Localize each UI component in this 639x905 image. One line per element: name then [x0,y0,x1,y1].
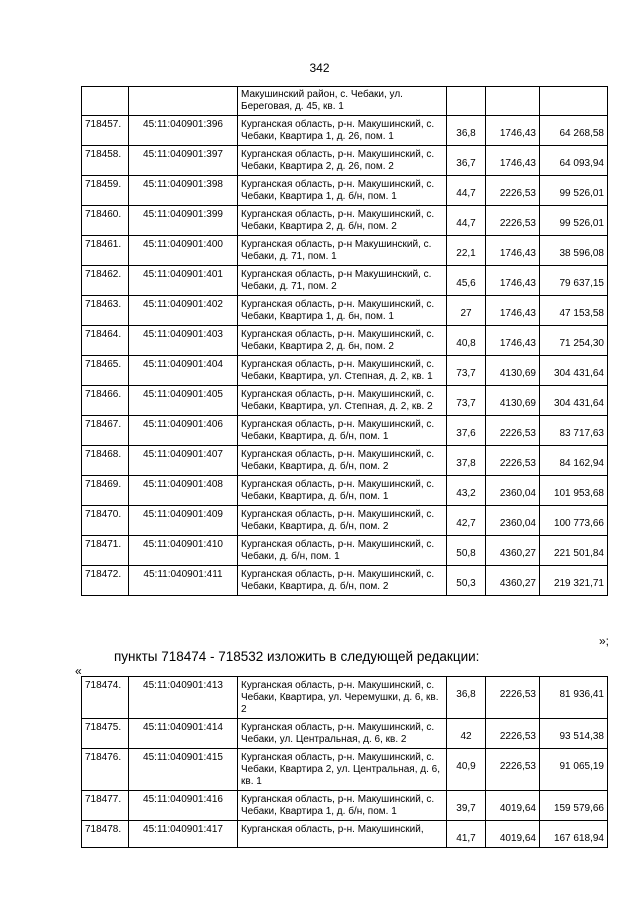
row-number: 718470. [82,506,129,536]
cadastral-number: 45:11:040901:404 [129,356,238,386]
value: 84 162,94 [540,446,608,476]
amendment-instruction: пункты 718474 - 718532 изложить в следующей редакции: [114,649,480,664]
cadastral-number: 45:11:040901:406 [129,416,238,446]
value: 99 526,01 [540,176,608,206]
address: Курганская область, р-н. Макушинский, [238,821,447,848]
row-number: 718463. [82,296,129,326]
table-row-continuation [82,87,608,116]
row-number: 718457. [82,116,129,146]
table-row [82,296,608,326]
rate: 1746,43 [486,296,540,326]
rate: 2226,53 [486,206,540,236]
row-number: 718475. [82,719,129,749]
row-number: 718460. [82,206,129,236]
area: 36,7 [447,146,486,176]
area: 22,1 [447,236,486,266]
area [447,87,486,116]
value: 64 093,94 [540,146,608,176]
rate: 2226,53 [486,176,540,206]
table-row [82,476,608,506]
rate: 1746,43 [486,236,540,266]
table-row [82,506,608,536]
rate: 4130,69 [486,356,540,386]
value: 38 596,08 [540,236,608,266]
rate: 4360,27 [486,536,540,566]
row-number: 718476. [82,749,129,791]
area: 36,8 [447,677,486,719]
cadastral-number: 45:11:040901:415 [129,749,238,791]
value: 47 153,58 [540,296,608,326]
cadastral-number: 45:11:040901:407 [129,446,238,476]
address: Курганская область, р-н. Макушинский, с. Чебаки, д. б/н, пом. 1 [238,536,447,566]
table-row [82,146,608,176]
rate: 2226,53 [486,677,540,719]
address: Курганская область, р-н. Макушинский, с. Чебаки, Квартира 2, ул. Центральная, д. 6, кв. 1 [238,749,447,791]
value: 99 526,01 [540,206,608,236]
table-row [82,116,608,146]
address: Курганская область, р-н. Макушинский, с. Чебаки, Квартира, д. б/н, пом. 2 [238,566,447,596]
row-number: 718477. [82,791,129,821]
cadastral-number: 45:11:040901:402 [129,296,238,326]
property-table-1 [81,86,608,596]
row-number [82,87,129,116]
cadastral-number: 45:11:040901:396 [129,116,238,146]
row-number: 718467. [82,416,129,446]
cadastral-number: 45:11:040901:401 [129,266,238,296]
value: 100 773,66 [540,506,608,536]
address: Курганская область, р-н. Макушинский, с. Чебаки, Квартира, ул. Степная, д. 2, кв. 2 [238,386,447,416]
value: 159 579,66 [540,791,608,821]
row-number: 718469. [82,476,129,506]
rate: 1746,43 [486,326,540,356]
address: Курганская область, р-н. Макушинский, с. Чебаки, Квартира, д. б/н, пом. 1 [238,476,447,506]
address: Макушинский район, с. Чебаки, ул. Береговая, д. 45, кв. 1 [238,87,447,116]
table-row [82,749,608,791]
row-number: 718468. [82,446,129,476]
area: 39,7 [447,791,486,821]
area: 36,8 [447,116,486,146]
area: 41,7 [447,821,486,848]
row-number: 718461. [82,236,129,266]
cadastral-number: 45:11:040901:411 [129,566,238,596]
table-row [82,266,608,296]
table-row [82,236,608,266]
cadastral-number: 45:11:040901:408 [129,476,238,506]
rate: 4019,64 [486,791,540,821]
row-number: 718478. [82,821,129,848]
area: 40,8 [447,326,486,356]
table-row [82,719,608,749]
cadastral-number: 45:11:040901:397 [129,146,238,176]
cadastral-number: 45:11:040901:414 [129,719,238,749]
address: Курганская область, р-н. Макушинский, с. Чебаки, Квартира 2, д. 26, пом. 2 [238,146,447,176]
table-row [82,566,608,596]
value: 304 431,64 [540,356,608,386]
cadastral-number: 45:11:040901:416 [129,791,238,821]
value: 304 431,64 [540,386,608,416]
cadastral-number: 45:11:040901:409 [129,506,238,536]
address: Курганская область, р-н. Макушинский, с. Чебаки, Квартира, д. б/н, пом. 2 [238,506,447,536]
address: Курганская область, р-н. Макушинский, с. Чебаки, Квартира, ул. Черемушки, д. 6, кв. 2 [238,677,447,719]
area: 73,7 [447,386,486,416]
address: Курганская область, р-н. Макушинский, с. Чебаки, Квартира, ул. Степная, д. 2, кв. 1 [238,356,447,386]
table-row [82,677,608,719]
area: 50,3 [447,566,486,596]
table-row [82,446,608,476]
address: Курганская область, р-н. Макушинский, с. Чебаки, ул. Центральная, д. 6, кв. 2 [238,719,447,749]
row-number: 718472. [82,566,129,596]
address: Курганская область, р-н. Макушинский, с. Чебаки, Квартира, д. б/н, пом. 1 [238,416,447,446]
area: 50,8 [447,536,486,566]
row-number: 718471. [82,536,129,566]
value: 71 254,30 [540,326,608,356]
address: Курганская область, р-н Макушинский, с. Чебаки, д. 71, пом. 2 [238,266,447,296]
opening-quote: « [75,664,82,678]
rate: 2226,53 [486,749,540,791]
area: 44,7 [447,176,486,206]
area: 27 [447,296,486,326]
rate: 2360,04 [486,476,540,506]
rate: 2226,53 [486,446,540,476]
value [540,87,608,116]
area: 45,6 [447,266,486,296]
table-row [82,821,608,848]
row-number: 718459. [82,176,129,206]
rate: 1746,43 [486,116,540,146]
value: 81 936,41 [540,677,608,719]
value: 83 717,63 [540,416,608,446]
cadastral-number: 45:11:040901:413 [129,677,238,719]
table-row [82,176,608,206]
address: Курганская область, р-н. Макушинский, с. Чебаки, Квартира, д. б/н, пом. 2 [238,446,447,476]
address: Курганская область, р-н Макушинский, с. Чебаки, д. 71, пом. 1 [238,236,447,266]
area: 37,8 [447,446,486,476]
address: Курганская область, р-н. Макушинский, с. Чебаки, Квартира 1, д. 26, пом. 1 [238,116,447,146]
value: 167 618,94 [540,821,608,848]
row-number: 718462. [82,266,129,296]
property-table-2 [81,676,608,848]
area: 37,6 [447,416,486,446]
cadastral-number: 45:11:040901:398 [129,176,238,206]
area: 44,7 [447,206,486,236]
rate: 1746,43 [486,146,540,176]
row-number: 718466. [82,386,129,416]
closing-quote: »; [598,634,609,648]
row-number: 718474. [82,677,129,719]
cadastral-number [129,87,238,116]
area: 42 [447,719,486,749]
table-row [82,386,608,416]
row-number: 718464. [82,326,129,356]
area: 43,2 [447,476,486,506]
area: 73,7 [447,356,486,386]
page-number: 342 [309,61,330,75]
rate: 4130,69 [486,386,540,416]
table-row [82,206,608,236]
cadastral-number: 45:11:040901:405 [129,386,238,416]
value: 93 514,38 [540,719,608,749]
value: 221 501,84 [540,536,608,566]
rate: 4360,27 [486,566,540,596]
cadastral-number: 45:11:040901:410 [129,536,238,566]
cadastral-number: 45:11:040901:400 [129,236,238,266]
rate: 1746,43 [486,266,540,296]
table-row [82,356,608,386]
table-row [82,791,608,821]
row-number: 718458. [82,146,129,176]
value: 91 065,19 [540,749,608,791]
address: Курганская область, р-н. Макушинский, с. Чебаки, Квартира 1, д. бн, пом. 1 [238,296,447,326]
value: 101 953,68 [540,476,608,506]
area: 42,7 [447,506,486,536]
address: Курганская область, р-н. Макушинский, с. Чебаки, Квартира 2, д. б/н, пом. 2 [238,206,447,236]
rate: 2226,53 [486,719,540,749]
rate: 4019,64 [486,821,540,848]
rate: 2360,04 [486,506,540,536]
rate: 2226,53 [486,416,540,446]
table-row [82,416,608,446]
value: 79 637,15 [540,266,608,296]
table-row [82,536,608,566]
row-number: 718465. [82,356,129,386]
cadastral-number: 45:11:040901:403 [129,326,238,356]
cadastral-number: 45:11:040901:417 [129,821,238,848]
address: Курганская область, р-н. Макушинский, с. Чебаки, Квартира 2, д. бн, пом. 2 [238,326,447,356]
table-row [82,326,608,356]
address: Курганская область, р-н. Макушинский, с. Чебаки, Квартира 1, д. б/н, пом. 1 [238,176,447,206]
address: Курганская область, р-н. Макушинский, с. Чебаки, Квартира 1, д. б/н, пом. 1 [238,791,447,821]
value: 64 268,58 [540,116,608,146]
area: 40,9 [447,749,486,791]
rate [486,87,540,116]
cadastral-number: 45:11:040901:399 [129,206,238,236]
value: 219 321,71 [540,566,608,596]
